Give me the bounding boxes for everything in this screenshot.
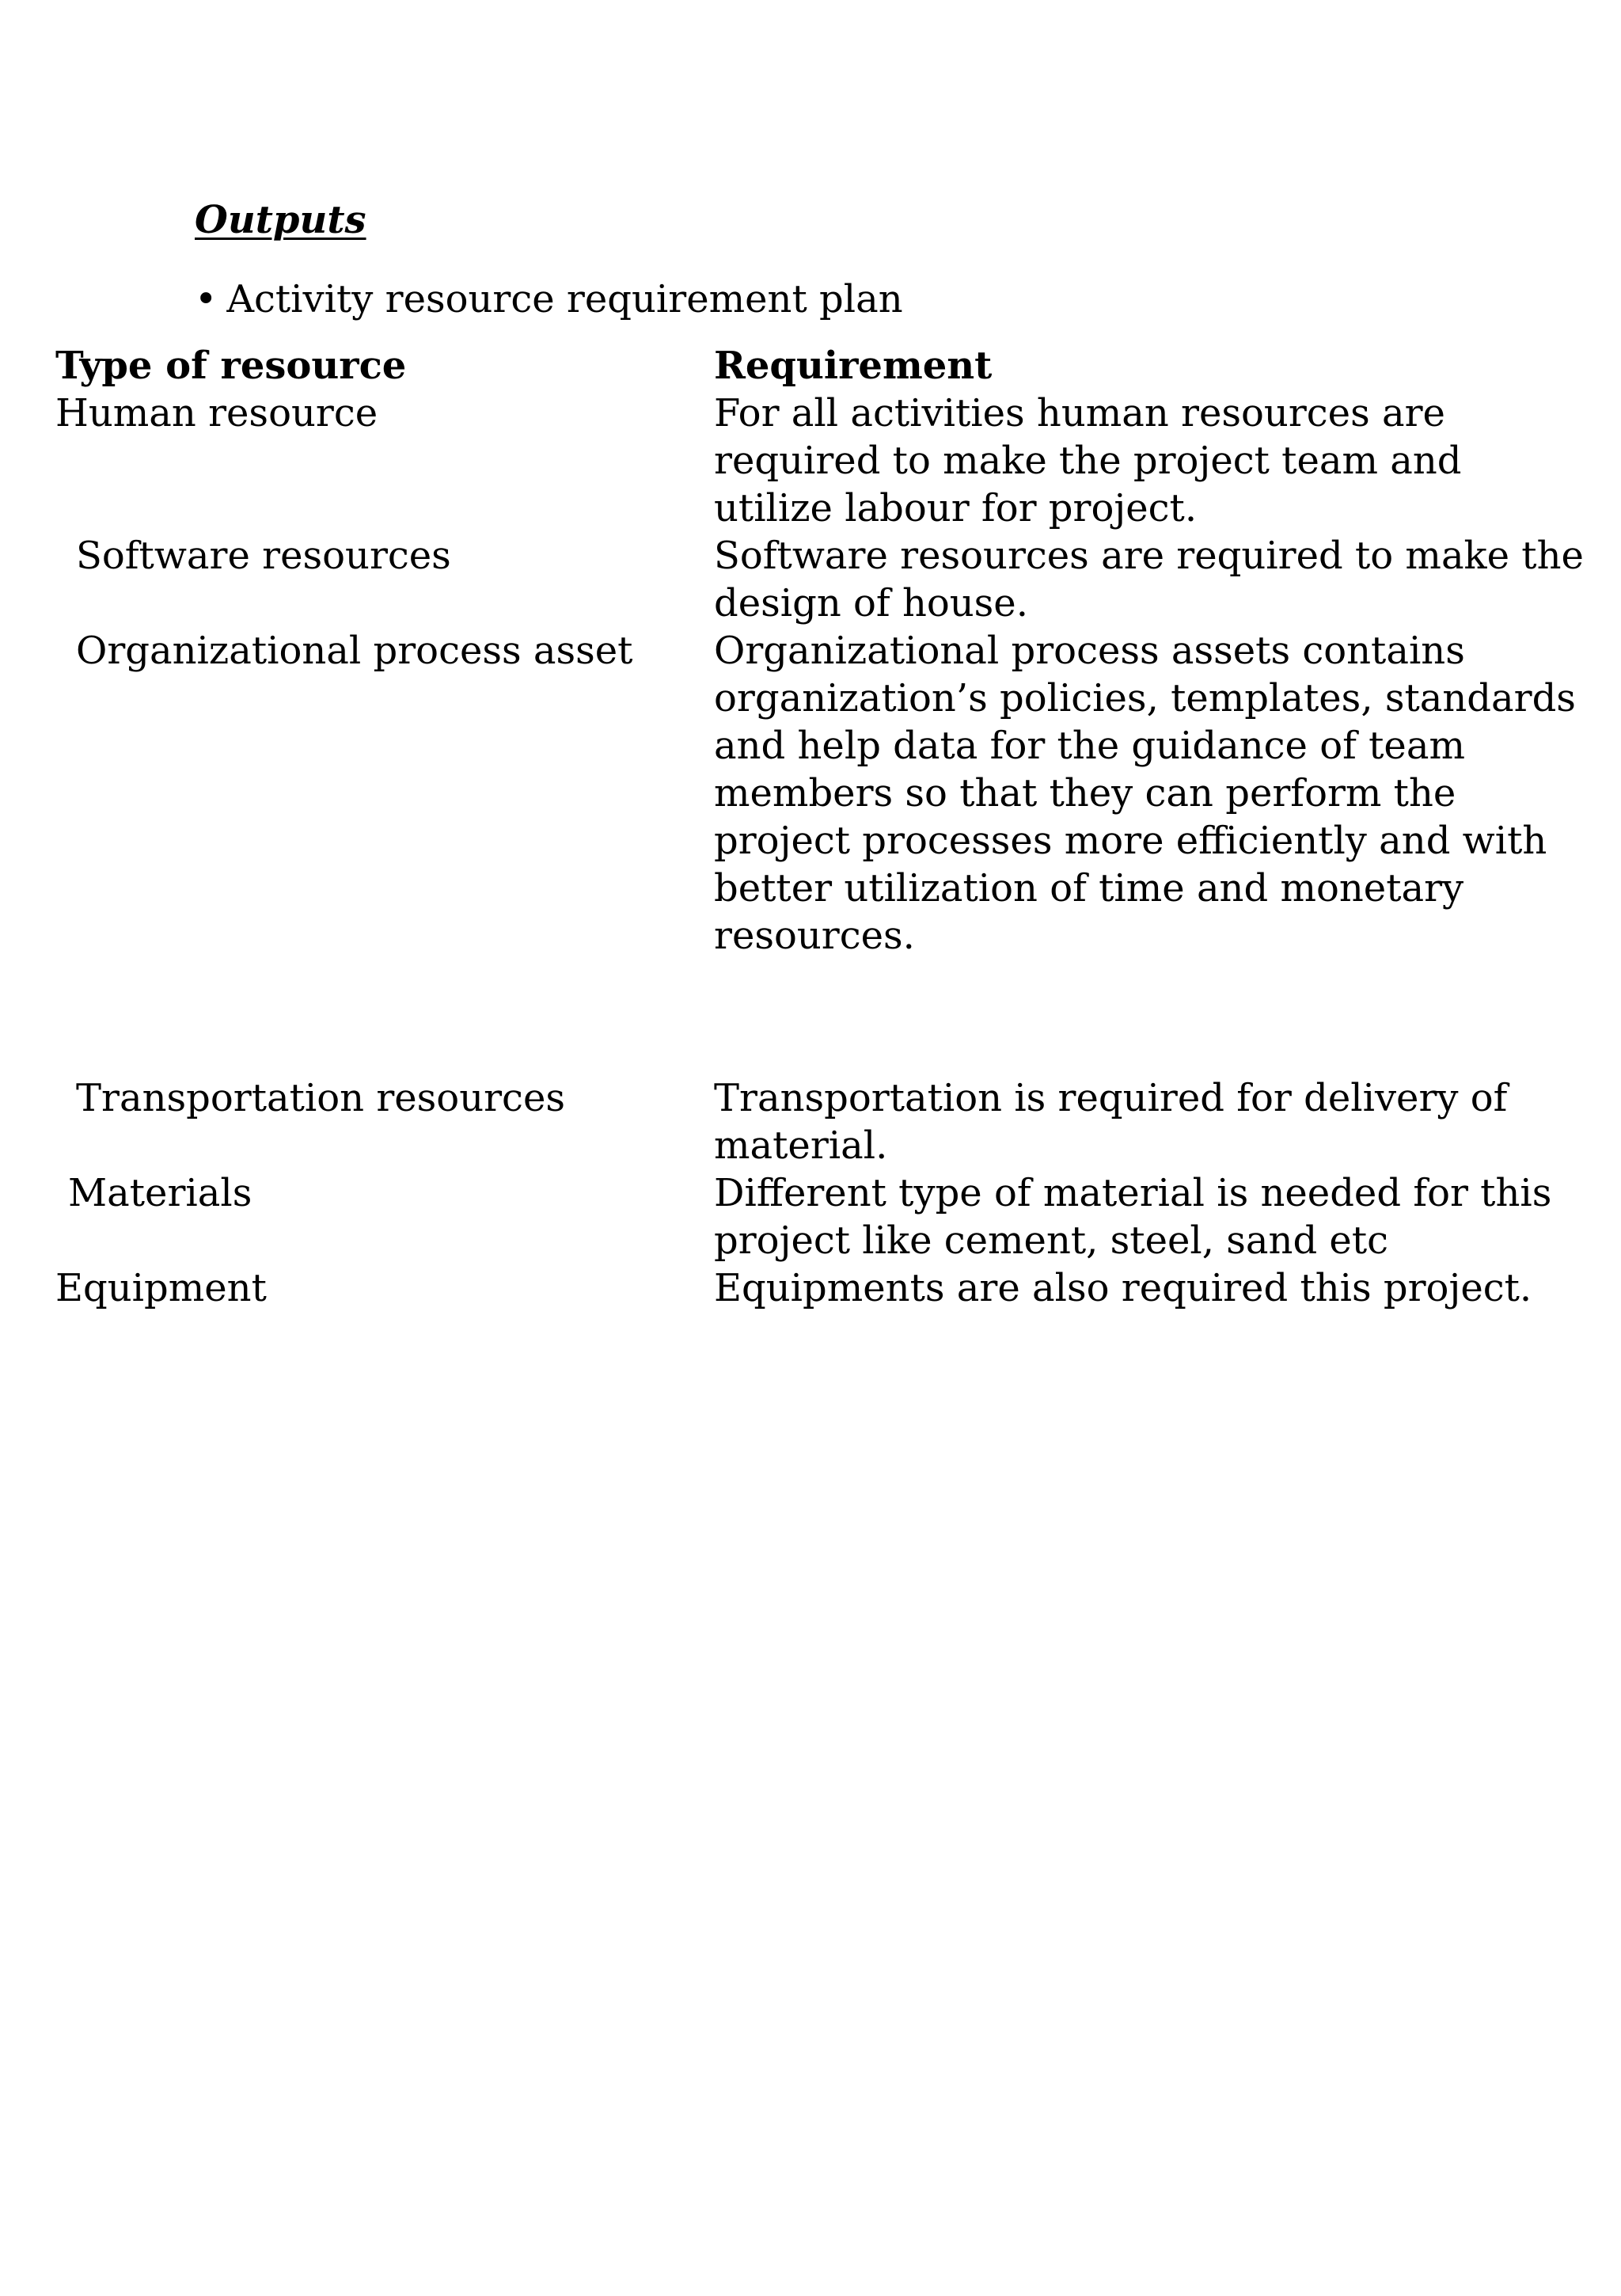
column-header-requirement: Requirement: [714, 344, 993, 388]
resource-type-cell: Transportation resources: [76, 1076, 565, 1120]
requirement-cell: Different type of material is needed for this project like cement, steel, sand etc: [714, 1171, 1552, 1263]
requirement-cell: Equipments are also required this project.: [714, 1266, 1532, 1310]
column-header-type: Type of resource: [55, 344, 407, 388]
requirement-cell: Transportation is required for delivery of material.: [714, 1076, 1508, 1168]
requirement-cell: Software resources are required to make the design of house.: [714, 534, 1584, 625]
section-heading: Outputs: [195, 198, 366, 242]
table-header-row: [55, 342, 1591, 390]
bullet-icon: •: [195, 277, 218, 321]
table-row: [55, 532, 1591, 627]
table-row: [55, 1264, 1591, 1312]
table-row: [55, 390, 1591, 532]
bullet-item: [195, 276, 903, 323]
resource-type-cell: Materials: [68, 1171, 252, 1215]
requirement-cell: Organizational process assets contains organization’s policies, templates, standards and help data for the guidance of team members so that they can perform the project processes more efficiently and with better utilization of time and monetary resources.: [714, 629, 1576, 958]
row-spacer: [55, 960, 1591, 1074]
resource-type-cell: Organizational process asset: [76, 629, 633, 673]
resource-table: [55, 342, 1591, 1312]
bullet-text: Activity resource requirement plan: [226, 277, 903, 321]
resource-type-cell: Human resource: [55, 391, 378, 435]
requirement-cell: For all activities human resources are required to make the project team and utilize labour for project.: [714, 391, 1462, 530]
resource-type-cell: Equipment: [55, 1266, 267, 1310]
table-row: [55, 1169, 1591, 1264]
resource-type-cell: Software resources: [76, 534, 451, 578]
table-row: [55, 627, 1591, 960]
table-row: [55, 1074, 1591, 1169]
